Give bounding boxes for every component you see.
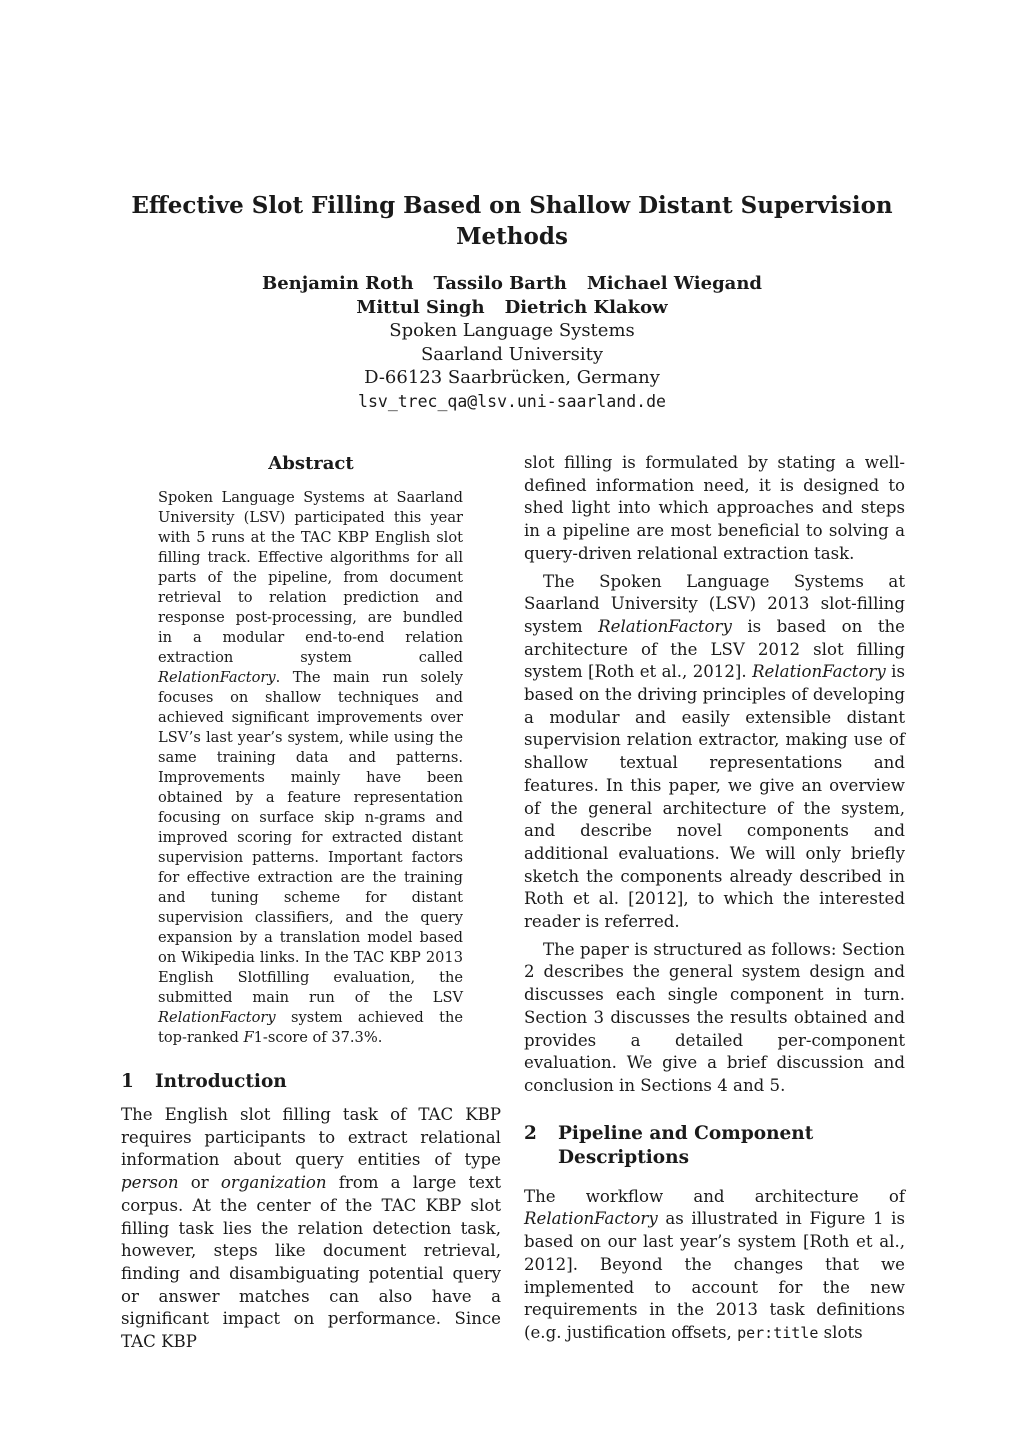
author-name: Michael Wiegand: [586, 273, 762, 294]
section-title: Introduction: [155, 1071, 287, 1092]
intro-paragraph: The English slot filling task of TAC KBP requires participants to extract relational information about query entities of type person or organization from a large text corpus. At the center of the TAC KBP slot filling task lies the relation detection task, however, steps like document retrieval, finding and disambiguating potential query or answer matches can also have a significant impact on performance. Since TAC KBP: [121, 1105, 501, 1352]
abstract-text: Spoken Language Systems at Saarland University (LSV) participated this year with 5 runs at the TAC KBP English slot filling track. Effective algorithms for all parts of the pipeline, from document retrieval to relation prediction and response post-processing, are bundled in a modular end-to-end relation extraction system called RelationFactory. The main run solely focuses on shallow techniques and achieved significant improvements over LSV’s last year’s system, while using the same training data and patterns. Improvements mainly have been obtained by a feature representation focusing on surface skip n-grams and improved scoring for extracted distant supervision patterns. Important factors for effective extraction are the training and tuning scheme for distant supervision classifiers, and the query expansion by a translation model based on Wikipedia links. In the TAC KBP 2013 English Slotfilling evaluation, the submitted main run of the LSV RelationFactory system achieved the top-ranked F1-score of 37.3%.: [158, 489, 463, 1046]
author-line-1: [110, 272, 914, 296]
author-name: Mittul Singh: [356, 296, 485, 318]
right-column: [524, 452, 905, 1345]
section-1-heading: [121, 1070, 501, 1094]
intro-paragraph-3: The paper is structured as follows: Section 2 describes the general system design and discusses each single component in turn. Section 3 discusses the results obtained and provides a detailed per-component evaluation. We give a brief discussion and conclusion in Sections 4 and 5.: [524, 939, 905, 1095]
section-number: 1: [121, 1071, 134, 1092]
section-number: 2: [524, 1122, 537, 1144]
section-title: Pipeline and Component Descriptions: [558, 1122, 814, 1168]
paper-title: Effective Slot Filling Based on Shallow Distant Supervision Methods: [131, 192, 893, 250]
section-2-paragraph: The workflow and architecture of RelationFactory as illustrated in Figure 1 is based on our last year’s system [Roth et al., 2012]. Beyond the changes that we implemented to account for the new requirements in the 2013 task definitions (e.g. justification offsets, per:title slots: [524, 1186, 905, 1342]
left-column: [121, 452, 501, 1354]
author-name: Dietrich Klakow: [504, 296, 668, 318]
section-2-heading: [524, 1122, 905, 1170]
intro-paragraph-2: The Spoken Language Systems at Saarland University (LSV) 2013 slot-filling system RelationFactory is based on the architecture of the LSV 2012 slot filling system [Roth et al., 2012]. RelationFactory is based on the driving principles of developing a modular and easily extensible distant supervision relation extractor, making use of shallow textual representations and features. In this paper, we give an overview of the general architecture of the system, and describe novel components and additional evaluations. We will only briefly sketch the components already described in Roth et al. [2012], to which the interested reader is referred.: [524, 571, 906, 932]
intro-continuation: slot filling is formulated by stating a well-defined information need, it is designed to shed light into which approaches and steps in a pipeline are most beneficial to solving a query-driven relational extraction task.: [524, 453, 905, 563]
author-name: Tassilo Barth: [433, 273, 567, 294]
affiliation-group: Spoken Language Systems: [389, 320, 635, 341]
author-block: [110, 272, 914, 413]
affiliation-address: D-66123 Saarbrücken, Germany: [364, 367, 660, 388]
contact-email: lsv_trec_qa@lsv.uni-saarland.de: [358, 391, 666, 411]
abstract-heading: Abstract: [268, 453, 354, 474]
author-line-2: [110, 296, 914, 320]
author-name: Benjamin Roth: [262, 273, 414, 294]
affiliation-university: Saarland University: [420, 343, 604, 365]
